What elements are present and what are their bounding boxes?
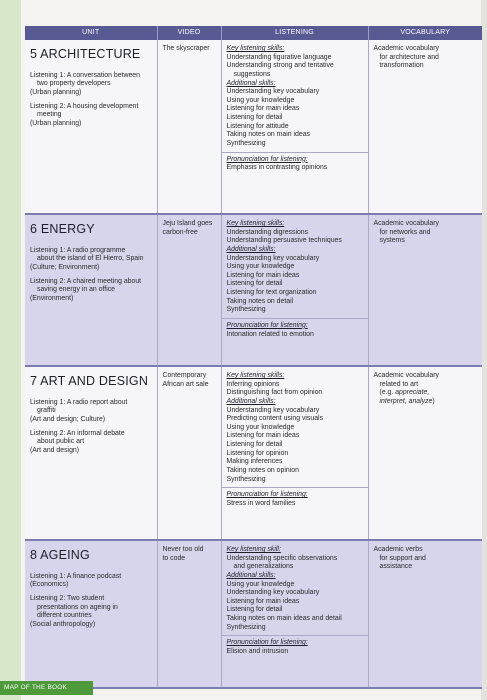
skill-item: Listening for attitude [226,122,289,130]
skill-item: Understanding key vocabulary [226,406,320,414]
listening-cell [221,40,368,214]
skill-item: Using your knowledge [226,423,295,431]
listening-2-topic: (Urban planning) [30,119,82,127]
unit-cell [25,540,157,688]
key-skills-heading: Key listening skills: [226,372,285,379]
listening-1-text-cont: about the island of El Hierro, Spain [37,255,144,263]
skill-item: Listening for main ideas [226,271,300,279]
skill-item: Understanding strong and tentative [226,62,334,70]
video-title-cont: African art sale [162,380,209,388]
listening-1-text: Listening 1: A radio report about [30,398,128,406]
vocab-text: for networks and [379,228,431,236]
key-skills-heading: Key listening skills: [226,45,285,52]
video-title: Jeju Island goes [162,220,213,227]
listening-2-text-cont: meeting [37,111,62,119]
additional-skills-heading: Additional skills: [226,571,276,579]
skill-item: Understanding figurative language [226,53,332,61]
unit-cell [25,40,157,214]
pronunciation-item: Stress in word families [226,499,296,507]
skill-item: suggestions [233,70,271,78]
listening-1-text: Listening 1: A finance podcast [30,572,122,580]
video-title: Contemporary [162,372,207,379]
listening-2-text: Listening 2: Two student [30,594,105,602]
skill-item: Distinguishing fact from opinion [226,389,323,397]
unit-cell [25,366,157,540]
listening-cell [221,366,368,540]
listening-1-text-cont: graffiti [37,407,56,415]
vocab-text: assistance [379,563,413,571]
left-color-band [0,0,21,700]
skill-item: Using your knowledge [226,96,295,104]
skill-item: Understanding digressions [226,228,309,236]
skill-item: Using your knowledge [226,580,295,588]
vocabulary-cell [368,366,482,540]
skill-item: Synthesizing [226,139,266,147]
additional-skills-heading: Additional skills: [226,245,276,253]
listening-1-text: Listening 1: A conversation between [30,71,140,79]
pronunciation-divider [222,487,368,488]
skill-item: Listening for opinion [226,449,289,457]
listening-2-topic: (Environment) [30,294,74,302]
listening-2-topic: (Social anthropology) [30,620,96,628]
pronunciation-divider [222,635,368,636]
unit-title: 7 ART AND DESIGN [30,374,149,388]
skill-item: Understanding specific observations [226,554,338,562]
unit-title: 5 ARCHITECTURE [30,47,141,61]
header-vocabulary: VOCABULARY [368,26,482,40]
vocab-paren-close: ) [432,397,435,405]
skill-item: Listening for detail [226,114,283,121]
listening-2-text: Listening 2: A chaired meeting about [30,277,142,285]
listening-1-topic: (Art and design; Culture) [30,415,106,423]
video-title: The skyscraper [162,45,210,52]
pronunciation-divider [222,318,368,319]
header-listening: LISTENING [221,26,368,40]
pronunciation-item: Emphasis in contrasting opinions [226,164,328,172]
vocabulary-cell [368,40,482,214]
pronunciation-heading: Pronunciation for listening: [226,639,308,647]
skill-item: Synthesizing [226,623,266,631]
skill-item: Inferring opinions [226,380,280,388]
unit-title: 8 AGEING [30,548,90,562]
skill-item: Taking notes on opinion [226,466,299,474]
skill-item: Listening for text organization [226,289,317,296]
skill-item: Understanding key vocabulary [226,589,320,597]
skill-item: Listening for detail [226,441,283,448]
vocab-text: Academic vocabulary [373,220,439,227]
key-skills-heading: Key listening skills: [226,220,285,227]
skill-item: Taking notes on main ideas [226,131,311,139]
unit-row-6 [25,214,482,366]
map-of-book-table [25,26,482,689]
skill-item: Using your knowledge [226,263,295,271]
skill-item: Predicting content using visuals [226,415,324,423]
vocab-example-word: appreciate, [395,389,430,397]
skill-item: Making inferences [226,458,283,466]
vocab-text: transformation [379,62,424,70]
additional-skills-heading: Additional skills: [226,79,276,87]
vocabulary-cell [368,540,482,688]
video-title-cont: to code [162,554,186,562]
vocab-text: Academic verbs [373,546,423,553]
skill-item: Understanding key vocabulary [226,88,320,96]
additional-skills-heading: Additional skills: [226,397,276,405]
vocab-examples [374,389,478,398]
listening-1-text: Listening 1: A radio programme [30,246,126,254]
listening-cell [221,214,368,366]
table-header-row [25,26,482,40]
skill-item: Taking notes on detail [226,297,294,305]
pronunciation-heading: Pronunciation for listening: [226,155,308,163]
pronunciation-item: Elision and intrusion [226,647,289,655]
listening-2-text: Listening 2: An informal debate [30,429,125,437]
footer-section-label: MAP OF THE BOOK [0,681,93,695]
skill-item: Listening for detail [226,606,283,614]
pronunciation-item: Intonation related to emotion [226,330,314,338]
unit-title: 6 ENERGY [30,222,95,236]
video-title-cont: carbon-free [162,228,198,236]
vocab-paren-open: (e.g. [379,389,396,397]
vocab-example-words: interpret, analyze [379,397,433,405]
skill-item: Understanding persuasive techniques [226,237,342,245]
pronunciation-heading: Pronunciation for listening: [226,491,308,499]
listening-2-text-cont: about public art [37,438,85,446]
listening-2-text-cont: saving energy in an office [37,286,116,294]
video-cell [157,214,221,366]
video-title: Never too old [162,546,204,553]
listening-cell [221,540,368,688]
skill-item: and generalizations [233,563,294,571]
video-cell [157,40,221,214]
skill-item: Understanding key vocabulary [226,254,320,262]
unit-row-5 [25,40,482,214]
listening-1-topic: (Economics) [30,581,69,589]
video-cell [157,366,221,540]
listening-1-topic: (Culture; Environment) [30,263,100,271]
vocab-text: for support and [379,554,426,562]
skill-item: Synthesizing [226,306,266,314]
skill-item: Taking notes on main ideas and detail [226,615,342,622]
listening-1-text-cont: two property developers [37,80,111,88]
pronunciation-heading: Pronunciation for listening: [226,321,308,329]
listening-2-topic: (Art and design) [30,446,80,454]
header-video: VIDEO [157,26,221,40]
vocab-text: Academic vocabulary [373,372,439,379]
unit-row-7 [25,366,482,540]
skill-item: Listening for main ideas [226,105,300,113]
vocab-text: related to art [379,380,419,388]
unit-row-8 [25,540,482,688]
skill-item: Listening for main ideas [226,597,300,605]
listening-2-text: Listening 2: A housing development [30,102,139,110]
vocab-text: for architecture and [379,53,439,61]
listening-2-text-cont: presentations on ageing in [37,603,118,611]
skill-item: Listening for main ideas [226,432,300,440]
skill-item: Listening for detail [226,280,283,288]
vocab-text: systems [379,237,405,245]
listening-1-topic: (Urban planning) [30,88,82,96]
skill-item: Synthesizing [226,475,266,483]
listening-2-text-cont: different countries [37,612,92,620]
vocabulary-cell [368,214,482,366]
header-unit: UNIT [25,26,157,40]
vocab-examples-cont [374,398,478,407]
video-cell [157,540,221,688]
vocab-text: Academic vocabulary [373,45,439,52]
pronunciation-divider [222,152,368,153]
unit-cell [25,214,157,366]
key-skills-heading: Key listening skill: [226,546,281,553]
